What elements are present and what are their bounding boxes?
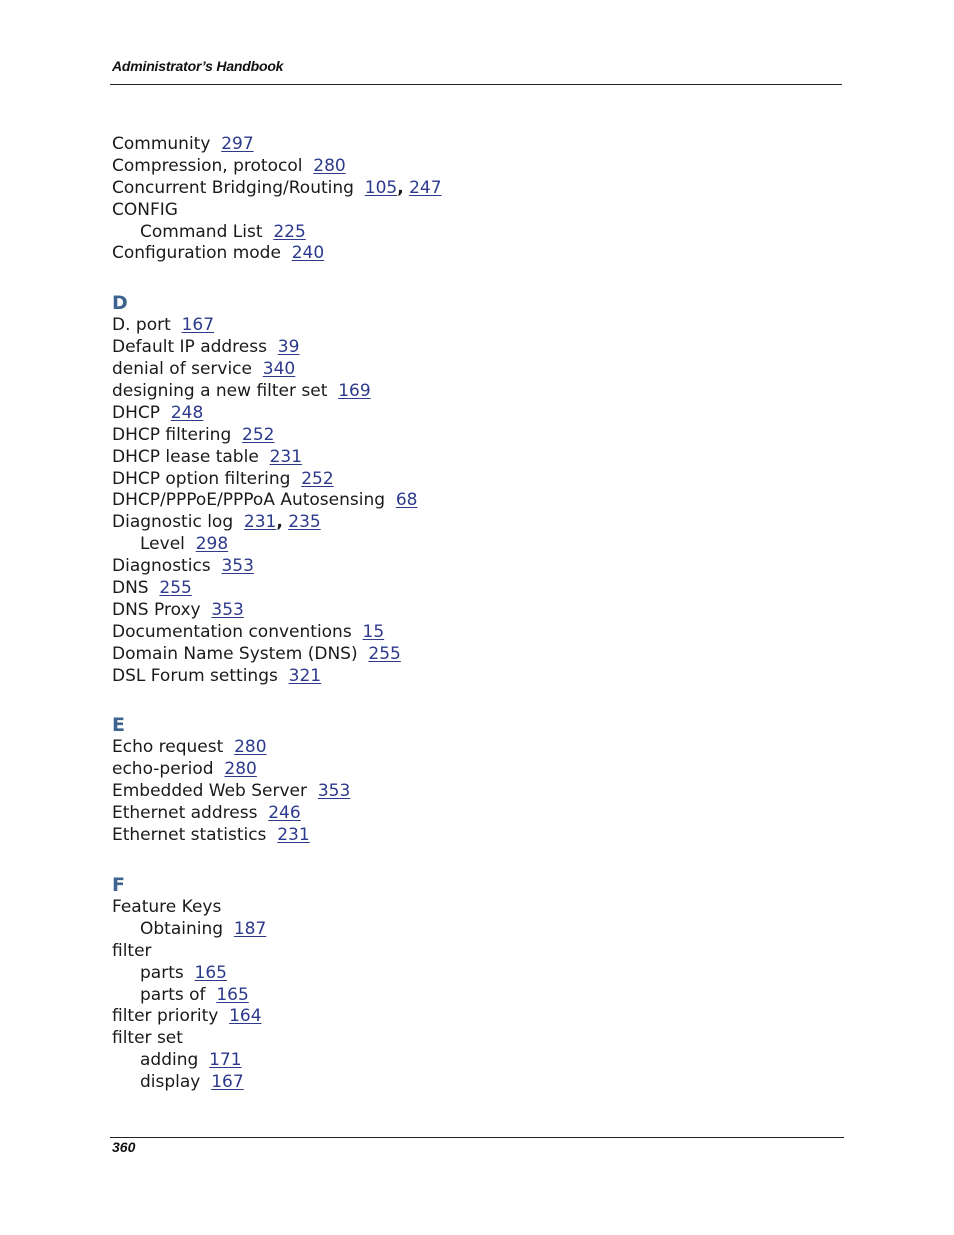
index-entry [112,1028,812,1050]
index-term: Compression, protocol [112,155,303,176]
index-term: Default IP address [112,337,267,358]
index-entry [112,359,812,381]
index-term: Diagnostic log [112,512,234,533]
index-entry [112,759,812,781]
index-term: adding [140,1050,199,1071]
index-term: Configuration mode [112,243,281,264]
index-term: DHCP option filtering [112,468,291,489]
page-link[interactable]: 280 [234,737,267,758]
page-separator: , [276,512,283,533]
page-link[interactable]: 231 [269,446,303,467]
index-term: CONFIG [112,199,178,220]
index-term: Obtaining [140,918,224,939]
page-number: 360 [112,1139,136,1155]
section-gap [112,847,812,874]
index-subentry [112,1050,812,1072]
index-entry [112,243,812,265]
index-entry [112,337,812,359]
page-separator: , [397,177,404,198]
page-link[interactable]: 240 [291,243,325,264]
index-term: parts of [140,984,206,1005]
index-term: Echo request [112,737,224,758]
index-entry [112,1006,812,1028]
page-link[interactable]: 297 [221,134,254,154]
index-entry [112,381,812,403]
page-link[interactable]: 353 [221,556,254,577]
index-term: DHCP/PPPoE/PPPoA Autosensing [112,490,386,511]
section-gap [112,265,812,292]
index-entry [112,803,812,825]
index-entry [112,178,812,200]
page-link[interactable]: 39 [277,337,300,358]
index-term: DSL Forum settings [112,665,278,686]
index-subentry [112,534,812,556]
page-link[interactable]: 225 [273,221,306,242]
index-entry [112,622,812,644]
index-subentry [112,963,812,985]
page-link[interactable]: 280 [224,759,257,780]
index-term: filter [112,940,152,961]
footer-rule [110,1137,844,1138]
index-entry [112,825,812,847]
index-term: Community [112,134,211,154]
index-entry [112,447,812,469]
section-letter: E [112,714,125,737]
page-link[interactable]: 247 [409,177,442,198]
page-link[interactable]: 105 [364,177,398,198]
page-link[interactable]: 231 [277,825,310,846]
index-body [112,134,812,1094]
index-term: Documentation conventions [112,621,352,642]
page-link[interactable]: 68 [395,490,418,511]
section-letter: D [112,292,128,315]
index-term: Level [140,534,185,555]
index-entry [112,737,812,759]
index-subentry [112,1072,812,1094]
page-link[interactable]: 165 [194,962,227,983]
page-link[interactable]: 298 [195,534,229,555]
index-entry [112,600,812,622]
index-term: Command List [140,221,263,242]
index-term: filter priority [112,1006,219,1027]
section-gap [112,687,812,714]
index-term: Concurrent Bridging/Routing [112,177,354,198]
section-letter: F [112,873,125,896]
index-entry [112,666,812,688]
running-header: Administrator’s Handbook [112,58,284,74]
page-link[interactable]: 252 [301,468,334,489]
index-term: filter set [112,1028,183,1049]
page-link[interactable]: 280 [313,155,346,176]
page-link[interactable]: 252 [242,424,275,445]
page-link[interactable]: 353 [211,599,244,620]
page-link[interactable]: 340 [262,359,296,380]
index-subentry [112,919,812,941]
page-link[interactable]: 164 [229,1006,262,1027]
index-entry [112,134,812,156]
index-term: echo-period [112,759,214,780]
index-term: parts [140,962,184,983]
index-entry [112,315,812,337]
index-entry [112,941,812,963]
page-link[interactable]: 248 [170,402,204,423]
index-subentry [112,222,812,244]
page-link[interactable]: 165 [216,984,249,1005]
index-term: Ethernet address [112,803,258,824]
index-subentry [112,985,812,1007]
page-link[interactable]: 187 [233,918,267,939]
index-entry [112,644,812,666]
index-entry [112,425,812,447]
page-link[interactable]: 255 [159,578,192,599]
index-entry [112,403,812,425]
index-entry [112,156,812,178]
index-term: designing a new filter set [112,381,328,402]
page-link[interactable]: 171 [209,1050,242,1071]
index-term: DHCP [112,402,160,423]
index-entry [112,781,812,803]
index-term: Domain Name System (DNS) [112,643,358,664]
header-rule [110,84,842,85]
index-term: D. port [112,315,171,336]
page-link[interactable]: 246 [268,803,301,824]
index-term: DNS [112,578,149,599]
page-link[interactable]: 255 [368,643,401,664]
index-term: Embedded Web Server [112,781,308,802]
index-entry [112,490,812,512]
index-entry [112,556,812,578]
index-entry [112,897,812,919]
page-link[interactable]: 15 [362,621,385,642]
page-link[interactable]: 353 [317,781,351,802]
index-term: display [140,1072,201,1093]
page-link[interactable]: 167 [211,1072,244,1093]
page-link[interactable]: 169 [338,381,371,402]
index-term: DHCP filtering [112,424,232,445]
index-term: Diagnostics [112,556,211,577]
index-term: Ethernet statistics [112,825,267,846]
page-link[interactable]: 167 [181,315,215,336]
index-term: denial of service [112,359,252,380]
index-term: DNS Proxy [112,599,201,620]
index-entry [112,578,812,600]
page-link[interactable]: 231 [243,512,277,533]
index-entry [112,469,812,491]
index-entry [112,512,812,534]
index-entry [112,200,812,222]
index-term: Feature Keys [112,896,222,917]
page-link[interactable]: 321 [288,665,322,686]
index-term: DHCP lease table [112,446,259,467]
page-link[interactable]: 235 [288,512,321,533]
